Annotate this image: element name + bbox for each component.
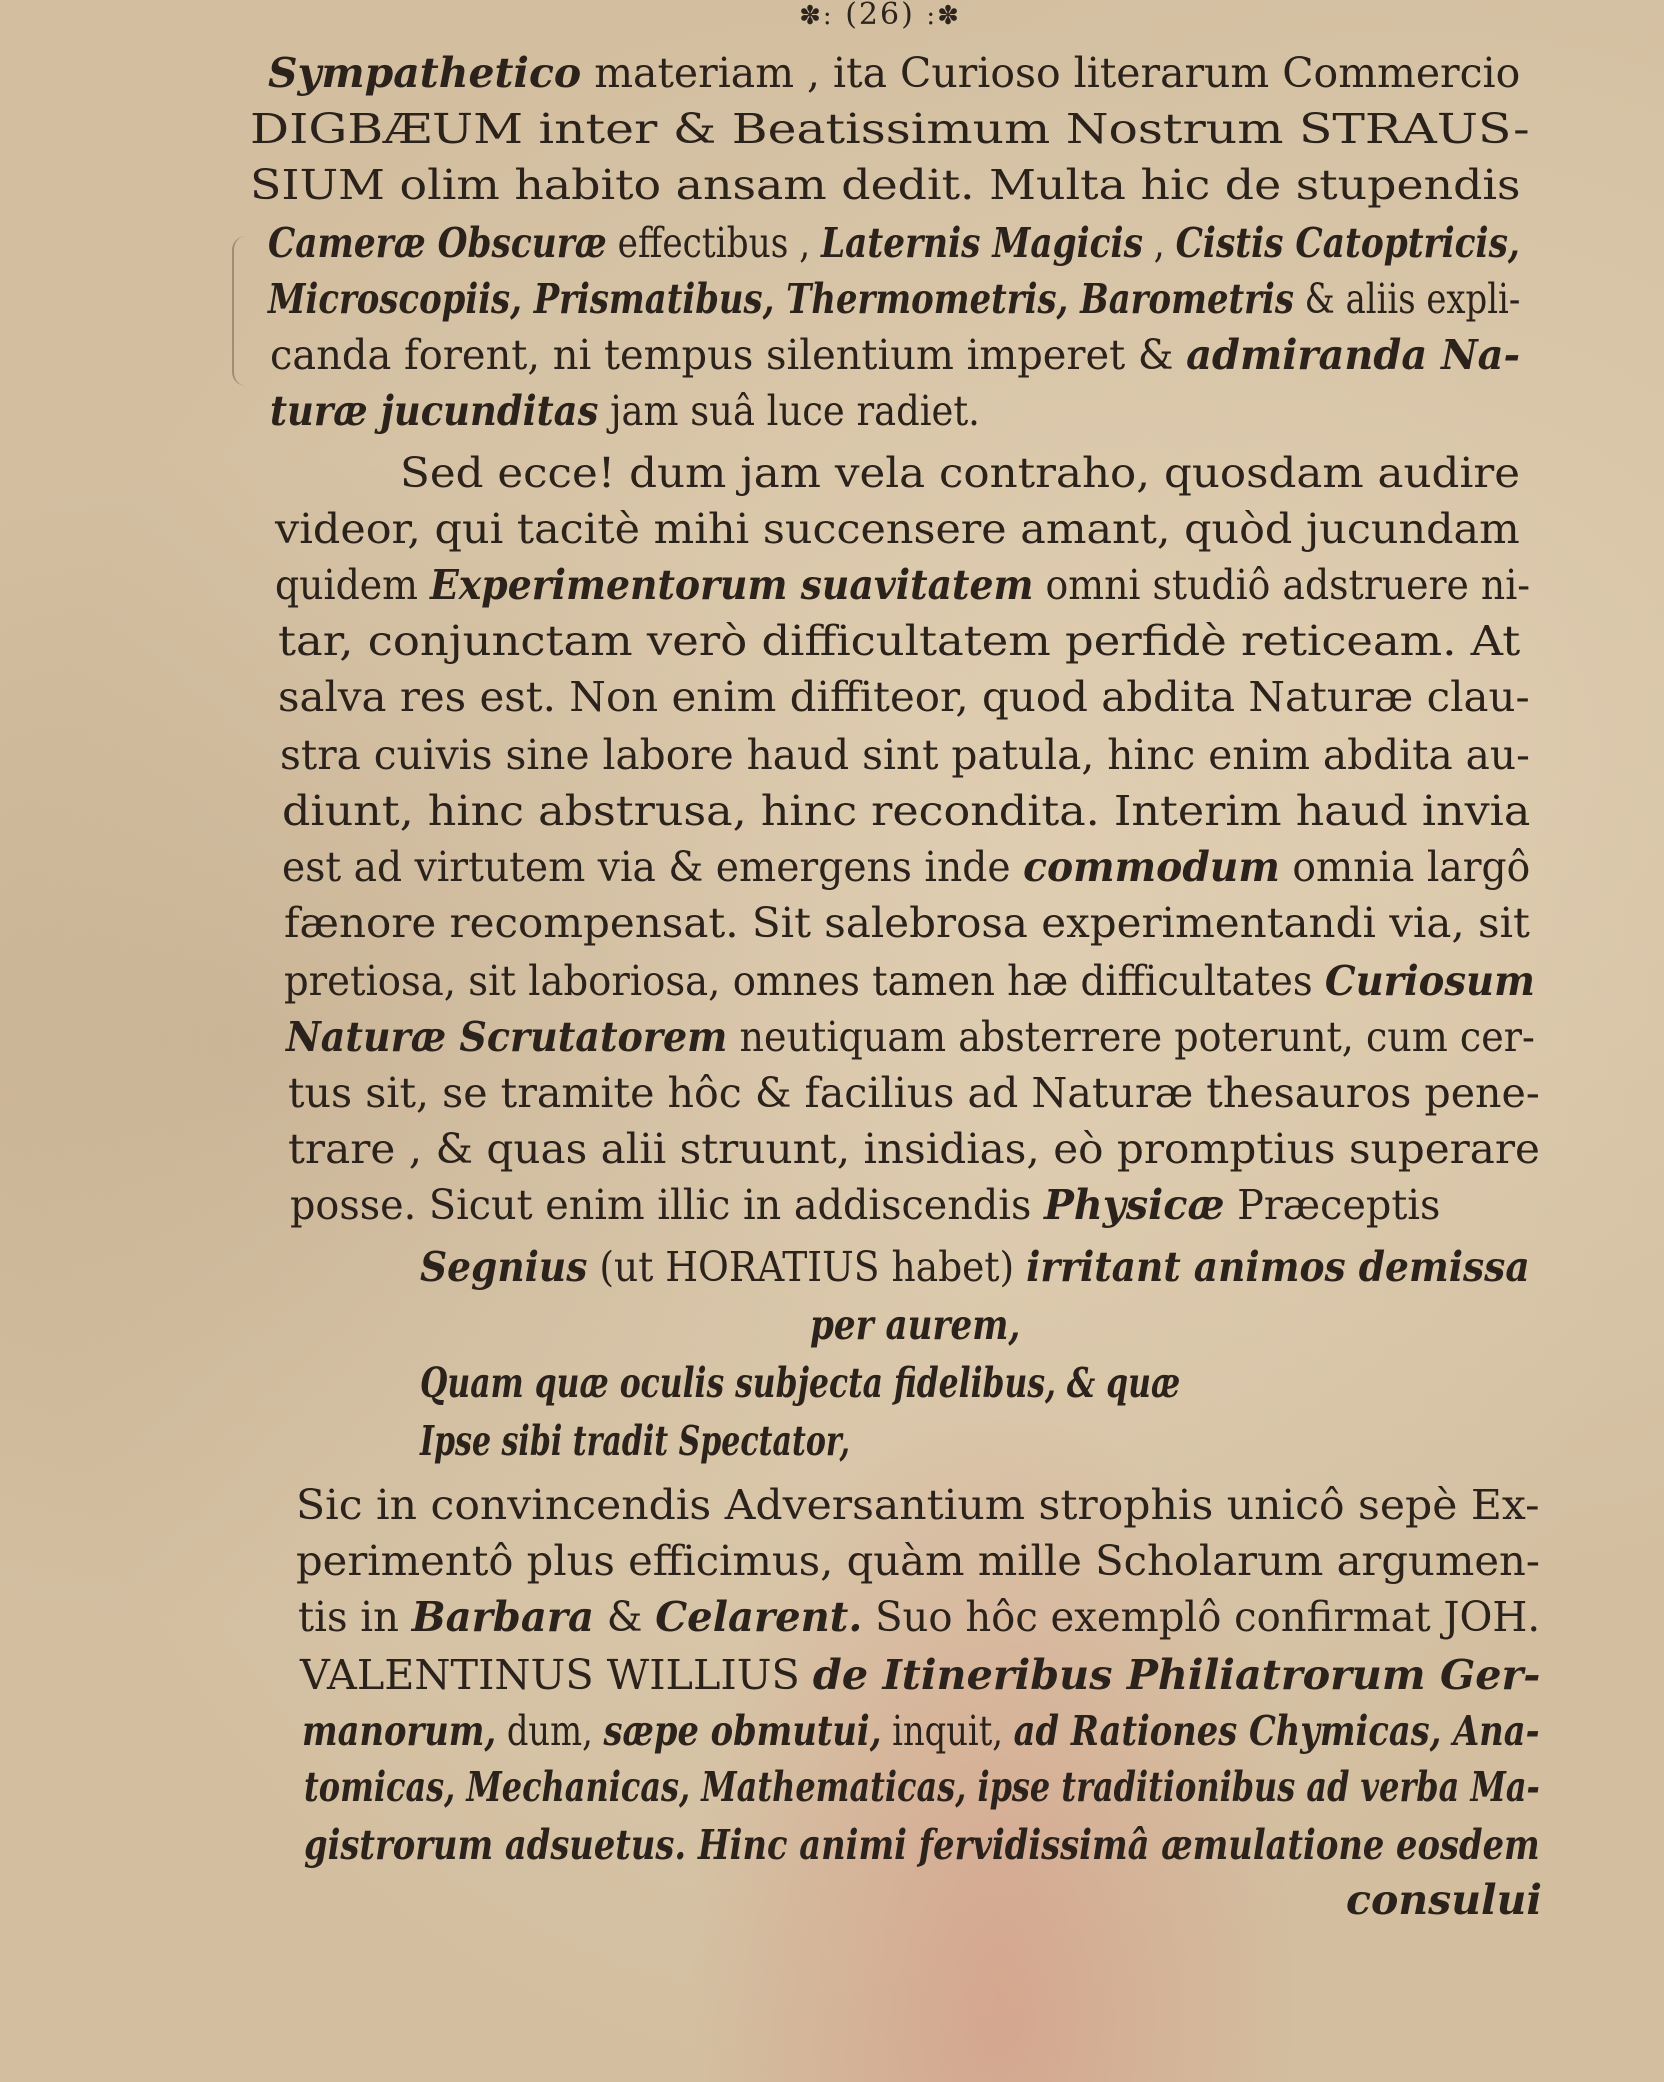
text-line bbox=[282, 838, 1530, 896]
italic-text-segment: tomicas, Mechanicas, Mathematicas, ipse traditionibus ad verba Ma- bbox=[304, 1763, 1540, 1811]
quote-line bbox=[810, 1296, 1020, 1354]
text-line bbox=[284, 894, 1530, 952]
margin-bracket-mark bbox=[232, 236, 256, 386]
italic-text-segment: manorum, bbox=[302, 1707, 497, 1755]
page-number: (26) bbox=[845, 0, 915, 32]
text-segment: SIUM olim habito ansam dedit. Multa hic de stupendis bbox=[250, 161, 1521, 209]
quote-line bbox=[420, 1238, 1530, 1296]
italic-text-segment: admiranda Na- bbox=[1186, 331, 1521, 379]
italic-text-segment: Laternis Magicis bbox=[821, 219, 1143, 267]
text-segment: salva res est. Non enim diffiteor, quod abdita Naturæ clau- bbox=[278, 673, 1530, 721]
text-segment: Sic in convincendis Adversantium strophis unicô sepè Ex- bbox=[296, 1481, 1540, 1529]
quote-line bbox=[420, 1354, 1180, 1412]
text-line bbox=[270, 382, 980, 440]
text-segment: Sed ecce! dum jam vela contraho, quosdam audire bbox=[400, 449, 1520, 497]
text-line bbox=[278, 612, 1520, 670]
text-segment: est ad virtutem via & emergens inde bbox=[282, 843, 1024, 891]
italic-text-segment: Quam quæ oculis subjecta fidelibus, & quæ bbox=[420, 1359, 1181, 1407]
text-line bbox=[304, 1816, 1540, 1874]
text-segment: tis in bbox=[298, 1593, 412, 1641]
text-line bbox=[275, 500, 1520, 558]
italic-text-segment: Microscopiis, Prismatibus, Thermometris, Barometris bbox=[268, 275, 1294, 323]
text-segment: materiam , ita Curioso literarum Commercio bbox=[581, 49, 1521, 97]
italic-text-segment: Barbara bbox=[411, 1593, 595, 1641]
text-line bbox=[300, 1646, 1540, 1704]
text-line bbox=[250, 100, 1530, 158]
italic-text-segment: Cameræ Obscuræ bbox=[268, 219, 607, 267]
text-segment: Præceptis bbox=[1224, 1181, 1441, 1229]
text-segment: neutiquam absterrere poterunt, cum cer- bbox=[727, 1013, 1535, 1061]
italic-text-segment: de Itineribus Philiatrorum Ger- bbox=[812, 1651, 1541, 1699]
page-header bbox=[760, 0, 1000, 30]
text-line bbox=[290, 1176, 1440, 1234]
text-line bbox=[304, 1758, 1540, 1816]
text-segment: pretiosa, sit laboriosa, omnes tamen hæ difficultates bbox=[284, 957, 1325, 1005]
text-segment: dum, bbox=[496, 1707, 604, 1755]
text-line bbox=[278, 668, 1530, 726]
header-ornament-right: :✽ bbox=[926, 1, 961, 31]
text-segment: VALENTINUS WILLIUS bbox=[300, 1651, 813, 1699]
text-segment: stra cuivis sine labore haud sint patula, hinc enim abdita au- bbox=[280, 731, 1530, 779]
quote-line bbox=[420, 1412, 850, 1470]
text-line bbox=[286, 1008, 1535, 1066]
italic-text-segment: Curiosum bbox=[1324, 957, 1535, 1005]
text-segment: diunt, hinc abstrusa, hinc recondita. Interim haud invia bbox=[282, 787, 1531, 835]
italic-text-segment: Sympathetico bbox=[268, 49, 582, 97]
italic-text-segment: Cistis Catoptricis, bbox=[1175, 219, 1520, 267]
text-segment: videor, qui tacitè mihi succensere amant, quòd jucundam bbox=[275, 505, 1520, 553]
italic-text-segment: turæ jucunditas bbox=[270, 387, 599, 435]
italic-text-segment: commodum bbox=[1023, 843, 1280, 891]
text-line bbox=[298, 1588, 1540, 1646]
text-segment: omni studiô adstruere ni- bbox=[1033, 561, 1531, 609]
text-segment: canda forent, ni tempus silentium imperet & bbox=[270, 331, 1187, 379]
text-line bbox=[282, 782, 1530, 840]
text-line bbox=[268, 270, 1520, 328]
text-line bbox=[280, 726, 1530, 784]
text-segment: effectibus , bbox=[606, 219, 822, 267]
text-segment: , bbox=[1142, 219, 1176, 267]
catchword: consului bbox=[1346, 1876, 1542, 1924]
italic-text-segment: irritant animos demissa bbox=[1026, 1243, 1530, 1291]
text-line bbox=[296, 1532, 1540, 1590]
italic-text-segment: Segnius bbox=[420, 1243, 588, 1291]
italic-text-segment: Physicæ bbox=[1043, 1181, 1225, 1229]
text-line bbox=[288, 1064, 1540, 1122]
text-segment: trare , & quas alii struunt, insidias, eò promptius superare bbox=[288, 1125, 1540, 1173]
text-line bbox=[302, 1702, 1540, 1760]
text-line bbox=[250, 156, 1521, 214]
italic-text-segment: Ipse sibi tradit Spectator, bbox=[420, 1417, 851, 1465]
text-segment: inquit, bbox=[881, 1707, 1014, 1755]
italic-text-segment: ad Rationes Chymicas, Ana- bbox=[1013, 1707, 1540, 1755]
text-line bbox=[268, 214, 1520, 272]
text-line bbox=[288, 1120, 1540, 1178]
text-segment: Suo hôc exemplô confirmat JOH. bbox=[862, 1593, 1541, 1641]
text-segment: & aliis expli- bbox=[1293, 275, 1521, 323]
text-line bbox=[268, 44, 1520, 102]
text-segment: (ut HORATIUS habet) bbox=[587, 1243, 1027, 1291]
italic-text-segment: per aurem, bbox=[810, 1301, 1021, 1349]
text-line bbox=[296, 1476, 1540, 1534]
text-segment: tar, conjunctam verò difficultatem perfidè reticeam. At bbox=[278, 617, 1521, 665]
text-segment: DIGBÆUM inter & Beatissimum Nostrum STRAUS- bbox=[250, 105, 1530, 153]
text-segment: posse. Sicut enim illic in addiscendis bbox=[290, 1181, 1044, 1229]
text-line bbox=[275, 556, 1530, 614]
text-segment: tus sit, se tramite hôc & facilius ad Naturæ thesauros pene- bbox=[288, 1069, 1540, 1117]
text-line bbox=[284, 952, 1535, 1010]
text-segment: perimentô plus efficimus, quàm mille Scholarum argumen- bbox=[296, 1537, 1540, 1585]
text-segment: & bbox=[594, 1593, 656, 1641]
text-segment: omnia largô bbox=[1279, 843, 1531, 891]
text-line bbox=[400, 444, 1520, 502]
italic-text-segment: sæpe obmutui, bbox=[603, 1707, 882, 1755]
italic-text-segment: gistrorum adsuetus. Hinc animi fervidissimâ æmulatione eosdem bbox=[304, 1821, 1540, 1869]
text-line bbox=[270, 326, 1520, 384]
italic-text-segment: Experimentorum suavitatem bbox=[429, 561, 1034, 609]
text-segment: jam suâ luce radiet. bbox=[598, 387, 980, 435]
text-segment: quidem bbox=[275, 561, 430, 609]
italic-text-segment: Naturæ Scrutatorem bbox=[286, 1013, 728, 1061]
text-segment: fænore recompensat. Sit salebrosa experimentandi via, sit bbox=[284, 899, 1530, 947]
header-ornament-left: ✽: bbox=[799, 1, 834, 31]
italic-text-segment: Celarent. bbox=[655, 1593, 863, 1641]
